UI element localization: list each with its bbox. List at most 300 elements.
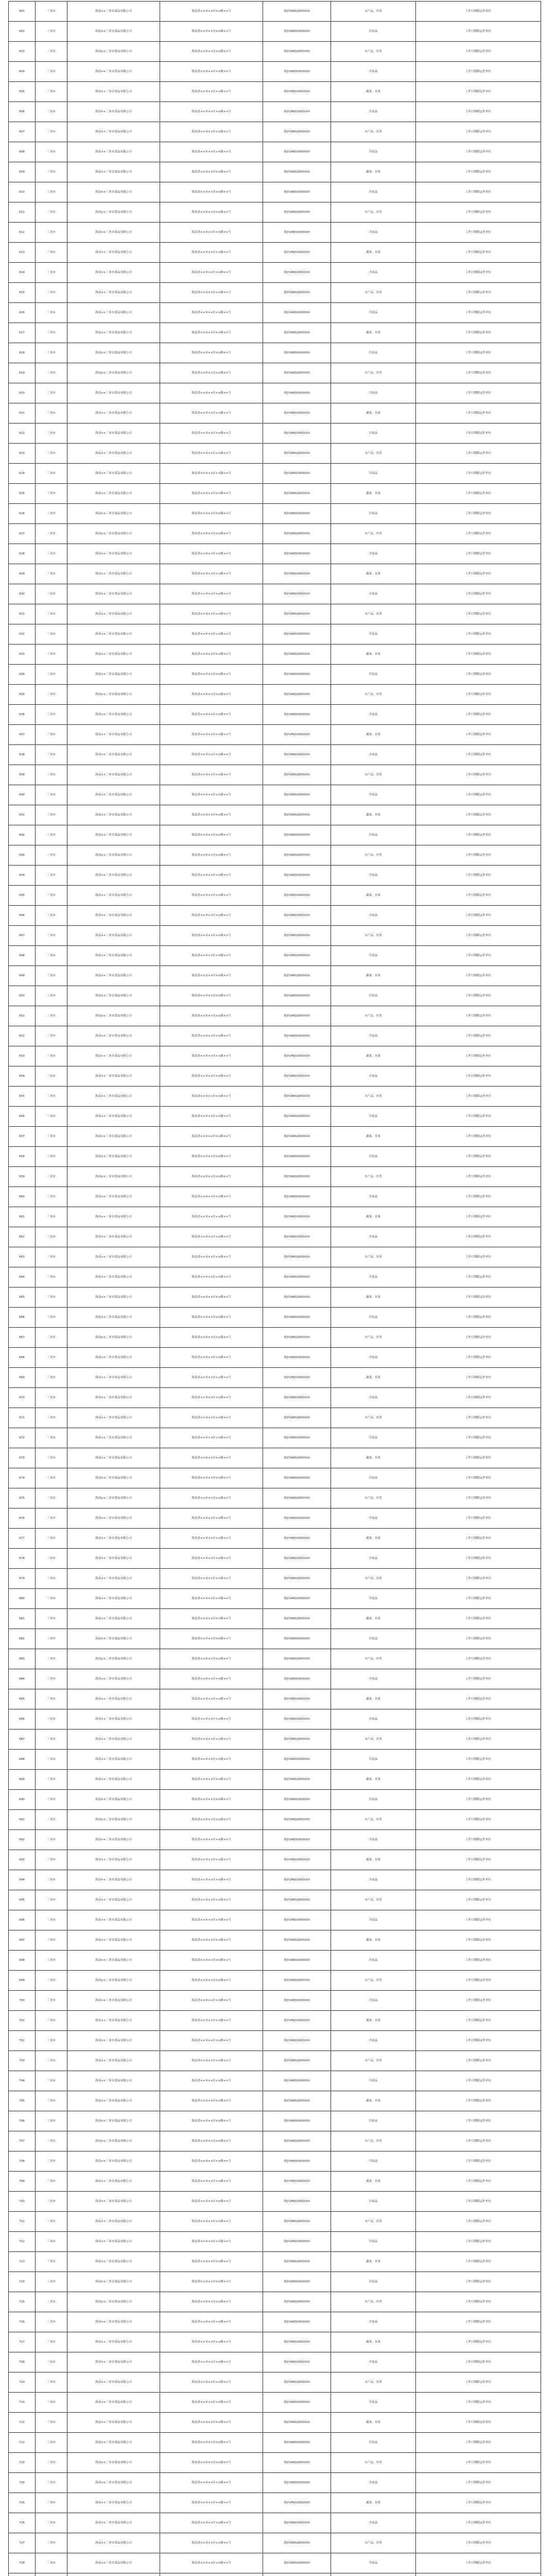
city-cell: 三亚市 [36,2172,67,2192]
address-cell: 海南省××市××区××路××号 [160,142,263,162]
license-number-cell: 琼JY2460200XXXX [263,1689,331,1709]
row-number-cell: 711 [9,2212,36,2232]
city-cell: 三亚市 [36,1187,67,1207]
row-number-cell: 622 [9,423,36,444]
table-row [9,2272,541,2292]
city-cell: 三亚市 [36,2071,67,2091]
remark-cell: 工作日期限运作单位 [416,1026,541,1046]
address-cell: 海南省××市××区××路××号 [160,2533,263,2553]
license-number-cell: 琼JY2460200XXXX [263,705,331,725]
remark-cell: 工作日期限运作单位 [416,685,541,705]
table-row [9,604,541,624]
remark-cell: 工作日期限运作单位 [416,1850,541,1870]
license-number-cell: 琼JY2460200XXXX [263,1509,331,1529]
city-cell: 三亚市 [36,1549,67,1569]
table-row [9,564,541,584]
table-row [9,1629,541,1649]
city-cell: 三亚市 [36,1770,67,1790]
address-cell: 海南省××市××区××路××号 [160,705,263,725]
row-number-cell: 609 [9,162,36,182]
address-cell: 海南省××市××区××路××号 [160,2,263,22]
remark-cell: 工作日期限运作单位 [416,2433,541,2453]
remark-cell: 工作日期限运作单位 [416,343,541,363]
category-cell: 蔬菜、水果 [331,886,416,906]
company-name-cell: 海南××三亚市食品有限公司 [67,1830,160,1850]
company-name-cell: 海南××三亚市食品有限公司 [67,464,160,484]
row-number-cell: 611 [9,202,36,223]
city-cell: 三亚市 [36,564,67,584]
remark-cell: 工作日期限运作单位 [416,584,541,604]
city-cell: 三亚市 [36,765,67,785]
category-cell: 水产品、鱼类 [331,122,416,142]
company-name-cell: 海南××三亚市食品有限公司 [67,1147,160,1167]
row-number-cell: 723 [9,2453,36,2473]
row-number-cell: 682 [9,1629,36,1649]
license-number-cell: 琼JY2460200XXXX [263,685,331,705]
company-name-cell: 海南××三亚市食品有限公司 [67,604,160,624]
remark-cell: 工作日期限运作单位 [416,1066,541,1087]
city-cell: 三亚市 [36,986,67,1006]
company-name-cell: 海南××三亚市食品有限公司 [67,2,160,22]
company-name-cell: 海南××三亚市食品有限公司 [67,1589,160,1609]
remark-cell: 工作日期限运作单位 [416,1529,541,1549]
address-cell: 海南省××市××区××路××号 [160,263,263,283]
city-cell: 三亚市 [36,1689,67,1709]
table-row [9,1589,541,1609]
company-name-cell: 海南××三亚市食品有限公司 [67,986,160,1006]
license-number-cell: 琼JY2460200XXXX [263,2,331,22]
row-number-cell: 657 [9,1127,36,1147]
address-cell: 海南省××市××区××路××号 [160,1930,263,1951]
address-cell: 海南省××市××区××路××号 [160,745,263,765]
city-cell: 三亚市 [36,725,67,745]
row-number-cell: 675 [9,1488,36,1509]
row-number-cell: 674 [9,1468,36,1488]
address-cell: 海南省××市××区××路××号 [160,1971,263,1991]
remark-cell: 工作日期限运作单位 [416,665,541,685]
row-number-cell: 703 [9,2051,36,2071]
company-name-cell: 海南××三亚市食品有限公司 [67,1549,160,1569]
category-cell: 水产品、鱼类 [331,685,416,705]
remark-cell: 工作日期限运作单位 [416,1448,541,1468]
city-cell [36,2573,67,2576]
category-cell: 冷冻品 [331,1830,416,1850]
category-cell: 蔬菜、水果 [331,2413,416,2433]
remark-cell: 工作日期限运作单位 [416,2493,541,2513]
company-name-cell: 海南××三亚市食品有限公司 [67,1529,160,1549]
company-name-cell: 海南××三亚市食品有限公司 [67,1609,160,1629]
city-cell: 三亚市 [36,484,67,504]
license-number-cell: 琼JY2460200XXXX [263,785,331,805]
company-name-cell: 海南××三亚市食品有限公司 [67,1227,160,1247]
address-cell: 海南省××市××区××路××号 [160,2312,263,2332]
address-cell: 海南省××市××区××路××号 [160,946,263,966]
city-cell: 三亚市 [36,2031,67,2051]
category-cell: 水产品、鱼类 [331,444,416,464]
remark-cell: 工作日期限运作单位 [416,2111,541,2131]
row-number-cell: 623 [9,444,36,464]
table-row [9,1750,541,1770]
remark-cell: 工作日期限运作单位 [416,2051,541,2071]
company-name-cell: 海南××三亚市食品有限公司 [67,2393,160,2413]
company-name-cell: 海南××三亚市食品有限公司 [67,906,160,926]
license-number-cell: 琼JY2460200XXXX [263,1147,331,1167]
city-cell: 三亚市 [36,263,67,283]
license-number-cell: 琼JY2460200XXXX [263,1991,331,2011]
city-cell: 三亚市 [36,62,67,82]
address-cell: 海南省××市××区××路××号 [160,504,263,524]
table-row [9,1428,541,1448]
license-number-cell: 琼JY2460200XXXX [263,504,331,524]
category-cell: 水产品、鱼类 [331,845,416,866]
license-number-cell: 琼JY2460200XXXX [263,604,331,624]
row-number-cell: 608 [9,142,36,162]
company-name-cell: 海南××三亚市食品有限公司 [67,122,160,142]
table-row [9,122,541,142]
license-number-cell: 琼JY2460200XXXX [263,484,331,504]
company-name-cell: 海南××三亚市食品有限公司 [67,42,160,62]
remark-cell: 工作日期限运作单位 [416,1830,541,1850]
license-number-cell: 琼JY2460200XXXX [263,805,331,825]
category-cell: 冷冻品 [331,705,416,725]
address-cell: 海南省××市××区××路××号 [160,22,263,42]
category-cell: 冷冻品 [331,2071,416,2091]
city-cell: 三亚市 [36,2352,67,2372]
row-number-cell: 637 [9,725,36,745]
city-cell: 三亚市 [36,2011,67,2031]
row-number-cell: 617 [9,323,36,343]
remark-cell: 工作日期限运作单位 [416,1107,541,1127]
table-row [9,886,541,906]
company-name-cell: 海南××三亚市食品有限公司 [67,765,160,785]
city-cell: 三亚市 [36,886,67,906]
row-number-cell: 642 [9,825,36,845]
city-cell: 三亚市 [36,323,67,343]
city-cell: 三亚市 [36,2,67,22]
company-name-cell: 海南××三亚市食品有限公司 [67,745,160,765]
category-cell: 水产品、鱼类 [331,1167,416,1187]
row-number-cell: 690 [9,1790,36,1810]
license-number-cell: 琼JY2460200XXXX [263,2151,331,2172]
license-number-cell: 琼JY2460200XXXX [263,343,331,363]
row-number-cell: 621 [9,403,36,423]
company-name-cell: 海南××三亚市食品有限公司 [67,2071,160,2091]
row-number-cell: 639 [9,765,36,785]
city-cell: 三亚市 [36,1087,67,1107]
city-cell: 三亚市 [36,2372,67,2393]
row-number-cell: 719 [9,2372,36,2393]
remark-cell: 工作日期限运作单位 [416,62,541,82]
company-name-cell: 海南××三亚市食品有限公司 [67,323,160,343]
category-cell: 冷冻品 [331,1468,416,1488]
table-row [9,423,541,444]
address-cell: 海南省××市××区××路××号 [160,243,263,263]
license-number-cell: 琼JY2460200XXXX [263,423,331,444]
row-number-cell: 693 [9,1850,36,1870]
table-row [9,2473,541,2493]
company-name-cell: 海南××三亚市食品有限公司 [67,1649,160,1669]
table-row [9,62,541,82]
remark-cell: 工作日期限运作单位 [416,1629,541,1649]
address-cell: 海南省××市××区××路××号 [160,584,263,604]
company-name-cell: 海南××三亚市食品有限公司 [67,2051,160,2071]
category-cell: 冷冻品 [331,1509,416,1529]
company-name-cell: 海南××三亚市食品有限公司 [67,1509,160,1529]
category-cell: 水产品、鱼类 [331,1087,416,1107]
city-cell: 三亚市 [36,1066,67,1087]
remark-cell: 工作日期限运作单位 [416,162,541,182]
license-number-cell: 琼JY2460200XXXX [263,645,331,665]
table-row [9,303,541,323]
table-row [9,986,541,1006]
row-number-cell: 714 [9,2272,36,2292]
address-cell: 海南省××市××区××路××号 [160,2111,263,2131]
company-name-cell: 海南××三亚市食品有限公司 [67,584,160,604]
remark-cell: 工作日期限运作单位 [416,645,541,665]
table-row [9,1850,541,1870]
company-name-cell: 海南××三亚市食品有限公司 [67,1006,160,1026]
license-number-cell: 琼JY2460200XXXX [263,2553,331,2573]
company-name-cell: 海南××三亚市食品有限公司 [67,2553,160,2573]
category-cell: 冷冻品 [331,2232,416,2252]
license-number-cell: 琼JY2460200XXXX [263,1026,331,1046]
table-row [9,765,541,785]
remark-cell: 工作日期限运作单位 [416,464,541,484]
row-number-cell: 648 [9,946,36,966]
category-cell: 蔬菜、水果 [331,1529,416,1549]
table-row [9,1127,541,1147]
remark-cell: 工作日期限运作单位 [416,2332,541,2352]
table-row [9,2192,541,2212]
address-cell: 海南省××市××区××路××号 [160,986,263,1006]
company-name-cell: 海南××三亚市食品有限公司 [67,2332,160,2352]
address-cell: 海南省××市××区××路××号 [160,1287,263,1308]
table-row [9,1267,541,1287]
license-number-cell: 琼JY2460200XXXX [263,1167,331,1187]
license-number-cell: 琼JY2460200XXXX [263,42,331,62]
company-name-cell: 海南××三亚市食品有限公司 [67,2252,160,2272]
table-row [9,323,541,343]
remark-cell: 工作日期限运作单位 [416,2513,541,2533]
table-row [9,1368,541,1388]
city-cell: 三亚市 [36,2453,67,2473]
category-cell: 水产品、鱼类 [331,1408,416,1428]
remark-cell: 工作日期限运作单位 [416,2071,541,2091]
category-cell: 水产品、鱼类 [331,2453,416,2473]
category-cell: 冷冻品 [331,785,416,805]
remark-cell: 工作日期限运作单位 [416,1187,541,1207]
address-cell: 海南省××市××区××路××号 [160,1247,263,1267]
row-number-cell: 728 [9,2553,36,2573]
license-number-cell: 琼JY2460200XXXX [263,1207,331,1227]
address-cell: 海南省××市××区××路××号 [160,1207,263,1227]
city-cell: 三亚市 [36,1287,67,1308]
address-cell: 海南省××市××区××路××号 [160,1087,263,1107]
row-number-cell: 662 [9,1227,36,1247]
category-cell: 冷冻品 [331,142,416,162]
address-cell: 海南省××市××区××路××号 [160,223,263,243]
remark-cell: 工作日期限运作单位 [416,1790,541,1810]
license-number-cell: 琼JY2460200XXXX [263,1669,331,1689]
city-cell: 三亚市 [36,2252,67,2272]
table-row [9,343,541,363]
row-number-cell: 661 [9,1207,36,1227]
category-cell: 水产品、鱼类 [331,1890,416,1910]
table-row [9,624,541,645]
city-cell: 三亚市 [36,1730,67,1750]
address-cell: 海南省××市××区××路××号 [160,1569,263,1589]
license-number-cell [263,2573,331,2576]
license-number-cell: 琼JY2460200XXXX [263,223,331,243]
address-cell: 海南省××市××区××路××号 [160,323,263,343]
city-cell: 三亚市 [36,645,67,665]
category-cell: 冷冻品 [331,303,416,323]
company-name-cell: 海南××三亚市食品有限公司 [67,2212,160,2232]
company-name-cell: 海南××三亚市食品有限公司 [67,886,160,906]
row-number-cell: 688 [9,1750,36,1770]
remark-cell: 工作日期限运作单位 [416,2252,541,2272]
remark-cell: 工作日期限运作单位 [416,886,541,906]
address-cell: 海南省××市××区××路××号 [160,1709,263,1730]
table-row [9,383,541,403]
remark-cell: 工作日期限运作单位 [416,1810,541,1830]
company-name-cell: 海南××三亚市食品有限公司 [67,2413,160,2433]
address-cell: 海南省××市××区××路××号 [160,1006,263,1026]
city-cell: 三亚市 [36,2553,67,2573]
address-cell: 海南省××市××区××路××号 [160,1830,263,1850]
company-name-cell: 海南××三亚市食品有限公司 [67,1569,160,1589]
row-number-cell: 634 [9,665,36,685]
city-cell: 三亚市 [36,705,67,725]
category-cell: 冷冻品 [331,2473,416,2493]
category-cell: 水产品、鱼类 [331,1971,416,1991]
license-number-cell: 琼JY2460200XXXX [263,1287,331,1308]
category-cell: 冷冻品 [331,1709,416,1730]
address-cell: 海南省××市××区××路××号 [160,785,263,805]
table-row [9,2151,541,2172]
company-name-cell: 海南××三亚市食品有限公司 [67,1488,160,1509]
address-cell: 海南省××市××区××路××号 [160,484,263,504]
table-row [9,1287,541,1308]
remark-cell: 工作日期限运作单位 [416,604,541,624]
remark-cell: 工作日期限运作单位 [416,243,541,263]
row-number-cell: 694 [9,1870,36,1890]
category-cell: 冷冻品 [331,1267,416,1287]
remark-cell: 工作日期限运作单位 [416,765,541,785]
city-cell: 三亚市 [36,2493,67,2513]
row-number-cell: 651 [9,1006,36,1026]
category-cell: 蔬菜、水果 [331,162,416,182]
table-row [9,2071,541,2091]
category-cell: 冷冻品 [331,825,416,845]
company-name-cell: 海南××三亚市食品有限公司 [67,1408,160,1428]
city-cell: 三亚市 [36,825,67,845]
row-number-cell: 667 [9,1328,36,1348]
city-cell: 三亚市 [36,685,67,705]
license-number-cell: 琼JY2460200XXXX [263,1328,331,1348]
address-cell: 海南省××市××区××路××号 [160,102,263,122]
remark-cell: 工作日期限运作单位 [416,2232,541,2252]
address-cell: 海南省××市××区××路××号 [160,1408,263,1428]
table-row [9,805,541,825]
license-number-cell: 琼JY2460200XXXX [263,825,331,845]
table-row [9,1870,541,1890]
address-cell: 海南省××市××区××路××号 [160,1468,263,1488]
company-name-cell: 海南××三亚市食品有限公司 [67,1388,160,1408]
category-cell: 冷冻品 [331,2031,416,2051]
row-number-cell: 630 [9,584,36,604]
address-cell: 海南省××市××区××路××号 [160,1589,263,1609]
license-number-cell: 琼JY2460200XXXX [263,383,331,403]
category-cell: 水产品、鱼类 [331,926,416,946]
city-cell: 三亚市 [36,1167,67,1187]
company-name-cell: 海南××三亚市食品有限公司 [67,2533,160,2553]
row-number-cell: 601 [9,2,36,22]
row-number-cell: 652 [9,1026,36,1046]
address-cell: 海南省××市××区××路××号 [160,464,263,484]
table-row [9,2232,541,2252]
remark-cell: 工作日期限运作单位 [416,966,541,986]
company-name-cell: 海南××三亚市食品有限公司 [67,524,160,544]
license-number-cell: 琼JY2460200XXXX [263,1107,331,1127]
license-number-cell: 琼JY2460200XXXX [263,765,331,785]
row-number-cell: 708 [9,2151,36,2172]
table-row [9,182,541,202]
city-cell: 三亚市 [36,1107,67,1127]
remark-cell: 工作日期限运作单位 [416,2272,541,2292]
table-row [9,1308,541,1328]
row-number-cell: 636 [9,705,36,725]
category-cell: 蔬菜、水果 [331,1287,416,1308]
company-name-cell: 海南××三亚市食品有限公司 [67,2453,160,2473]
category-cell: 蔬菜、水果 [331,725,416,745]
license-number-cell: 琼JY2460200XXXX [263,1127,331,1147]
company-name-cell: 海南××三亚市食品有限公司 [67,2513,160,2533]
license-number-cell: 琼JY2460200XXXX [263,624,331,645]
city-cell: 三亚市 [36,1930,67,1951]
city-cell: 三亚市 [36,2232,67,2252]
table-row [9,1609,541,1629]
remark-cell: 工作日期限运作单位 [416,866,541,886]
remark-cell: 工作日期限运作单位 [416,1730,541,1750]
city-cell: 三亚市 [36,22,67,42]
category-cell: 冷冻品 [331,1750,416,1770]
remark-cell: 工作日期限运作单位 [416,1247,541,1267]
city-cell: 三亚市 [36,1428,67,1448]
category-cell: 冷冻品 [331,544,416,564]
city-cell: 三亚市 [36,1870,67,1890]
row-number-cell: 663 [9,1247,36,1267]
remark-cell: 工作日期限运作单位 [416,2091,541,2111]
category-cell: 冷冻品 [331,624,416,645]
table-row [9,444,541,464]
company-name-cell: 海南××三亚市食品有限公司 [67,564,160,584]
category-cell: 冷冻品 [331,1348,416,1368]
license-number-cell: 琼JY2460200XXXX [263,2232,331,2252]
records-table [8,1,541,2576]
row-number-cell: 672 [9,1428,36,1448]
table-row [9,263,541,283]
category-cell: 水产品、鱼类 [331,2051,416,2071]
row-number-cell: 725 [9,2493,36,2513]
row-number-cell: 706 [9,2111,36,2131]
company-name-cell: 海南××三亚市食品有限公司 [67,1026,160,1046]
table-row [9,745,541,765]
category-cell: 冷冻品 [331,1147,416,1167]
city-cell: 三亚市 [36,946,67,966]
company-name-cell: 海南××三亚市食品有限公司 [67,263,160,283]
city-cell: 三亚市 [36,544,67,564]
